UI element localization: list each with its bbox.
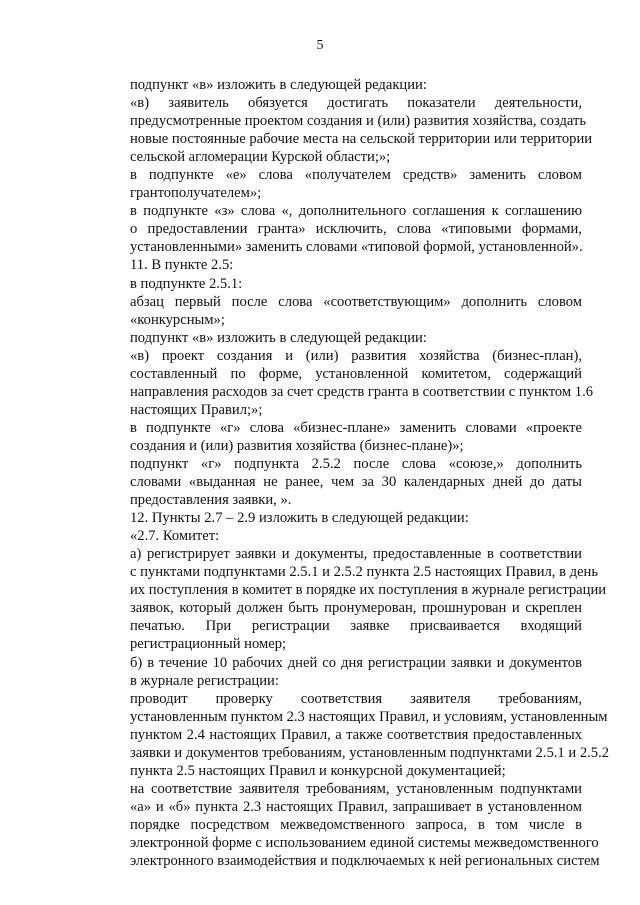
text-line: настоящих Правил;»;: [130, 401, 263, 418]
text-line: порядке посредством межведомственного запроса, в том числе в: [130, 816, 582, 833]
page-number: 5: [316, 38, 324, 53]
paragraph: [96, 76, 582, 94]
text-line: «а» и «б» пункта 2.3 настоящих Правил, запрашивает в установленном: [130, 798, 582, 815]
text-line: «2.7. Комитет:: [130, 528, 220, 545]
paragraph: [96, 202, 582, 256]
text-line: предусмотренные проектом создания и (или) развития хозяйства, создать: [130, 113, 587, 130]
paragraph: [96, 455, 582, 509]
text-line: а) регистрирует заявки и документы, предоставленные в соответствии: [130, 546, 582, 563]
text-line: подпункт «в» изложить в следующей редакции:: [130, 329, 427, 346]
text-line: сельской агломерации Курской области;»;: [130, 149, 391, 166]
text-line: в подпункте «е» слова «получателем средств» заменить словом: [130, 167, 582, 184]
text-line: заявки и документов требованиям, установленным подпунктами 2.5.1 и 2.5.2: [130, 744, 610, 761]
text-line: направления расходов за счет средств гранта в соответствии с пунктом 1.6: [130, 383, 594, 400]
paragraph: [96, 329, 582, 347]
text-line: заявок, который должен быть пронумерован, прошнурован и скреплен: [130, 600, 582, 617]
paragraph: [96, 275, 582, 293]
text-line: создания и (или) развития хозяйства (бизнес-плане)»;: [130, 437, 464, 454]
paragraph: [96, 690, 610, 780]
text-line: предоставления заявки, ».: [130, 492, 292, 509]
text-line: составленный по форме, установленной комитетом, содержащий: [130, 365, 582, 382]
text-line: с пунктами подпунктами 2.5.1 и 2.5.2 пункта 2.5 настоящих Правил, в день: [130, 564, 599, 581]
paragraph: [96, 654, 582, 690]
paragraph: [96, 256, 582, 274]
text-line: пунктом 2.4 настоящих Правил, а также соответствия предоставленных: [130, 726, 582, 743]
text-line: подпункт «в» изложить в следующей редакции:: [130, 77, 427, 93]
text-line: подпункт «г» подпункта 2.5.2 после слова «союзе,» дополнить: [130, 455, 582, 472]
text-line: печатью. При регистрации заявке присваивается входящий: [130, 618, 582, 635]
paragraph: [96, 293, 582, 329]
paragraph: [96, 166, 582, 202]
paragraph: [96, 347, 594, 419]
text-line: словами «выданная не ранее, чем за 30 календарных дней до даты: [130, 474, 582, 491]
text-line: грантополучателем»;: [130, 185, 262, 202]
text-line: в подпункте «з» слова «, дополнительного соглашения к соглашению: [130, 203, 582, 220]
text-line: на соответствие заявителя требованиям, установленным подпунктами: [130, 780, 582, 797]
text-line: установленными» заменить словами «типовой формой, установленной».: [130, 239, 583, 256]
text-line: установленным пунктом 2.3 настоящих Правил, и условиям, установленным: [130, 708, 608, 725]
text-line: в подпункте 2.5.1:: [130, 275, 243, 292]
paragraph: [96, 527, 582, 545]
text-line: проводит проверку соответствия заявителя требованиям,: [130, 690, 582, 707]
text-line: абзац первый после слова «соответствующим» дополнить словом: [130, 293, 582, 310]
text-line: «в) проект создания и (или) развития хозяйства (бизнес-план),: [130, 347, 582, 364]
text-line: электронной форме с использованием единой системы межведомственного: [130, 834, 599, 851]
text-line: «конкурсным»;: [130, 311, 225, 328]
paragraph: [96, 509, 582, 527]
text-line: в подпункте «г» слова «бизнес-плане» заменить словами «проекте: [130, 419, 582, 436]
text-line: регистрационный номер;: [130, 636, 287, 653]
text-line: новые постоянные рабочие места на сельской территории или территории: [130, 131, 593, 148]
paragraph: [96, 780, 600, 870]
text-line: о предоставлении гранта» исключить, слова «типовыми формами,: [130, 221, 582, 238]
text-line: пункта 2.5 настоящих Правил и конкурсной документацией;: [130, 762, 506, 779]
text-line: 12. Пункты 2.7 – 2.9 изложить в следующей редакции:: [130, 510, 469, 527]
document-body: [96, 76, 610, 870]
text-line: электронного взаимодействия и подключаемых к ней региональных систем: [130, 853, 600, 870]
paragraph: [96, 94, 593, 166]
text-line: «в) заявитель обязуется достигать показатели деятельности,: [130, 95, 582, 112]
paragraph: [96, 419, 582, 455]
text-line: их поступления в комитет в порядке их поступления в журнале регистрации: [130, 582, 607, 599]
text-line: 11. В пункте 2.5:: [130, 257, 234, 274]
text-line: в журнале регистрации:: [130, 672, 279, 689]
text-line: б) в течение 10 рабочих дней со дня регистрации заявки и документов: [130, 654, 582, 671]
paragraph: [96, 545, 607, 653]
